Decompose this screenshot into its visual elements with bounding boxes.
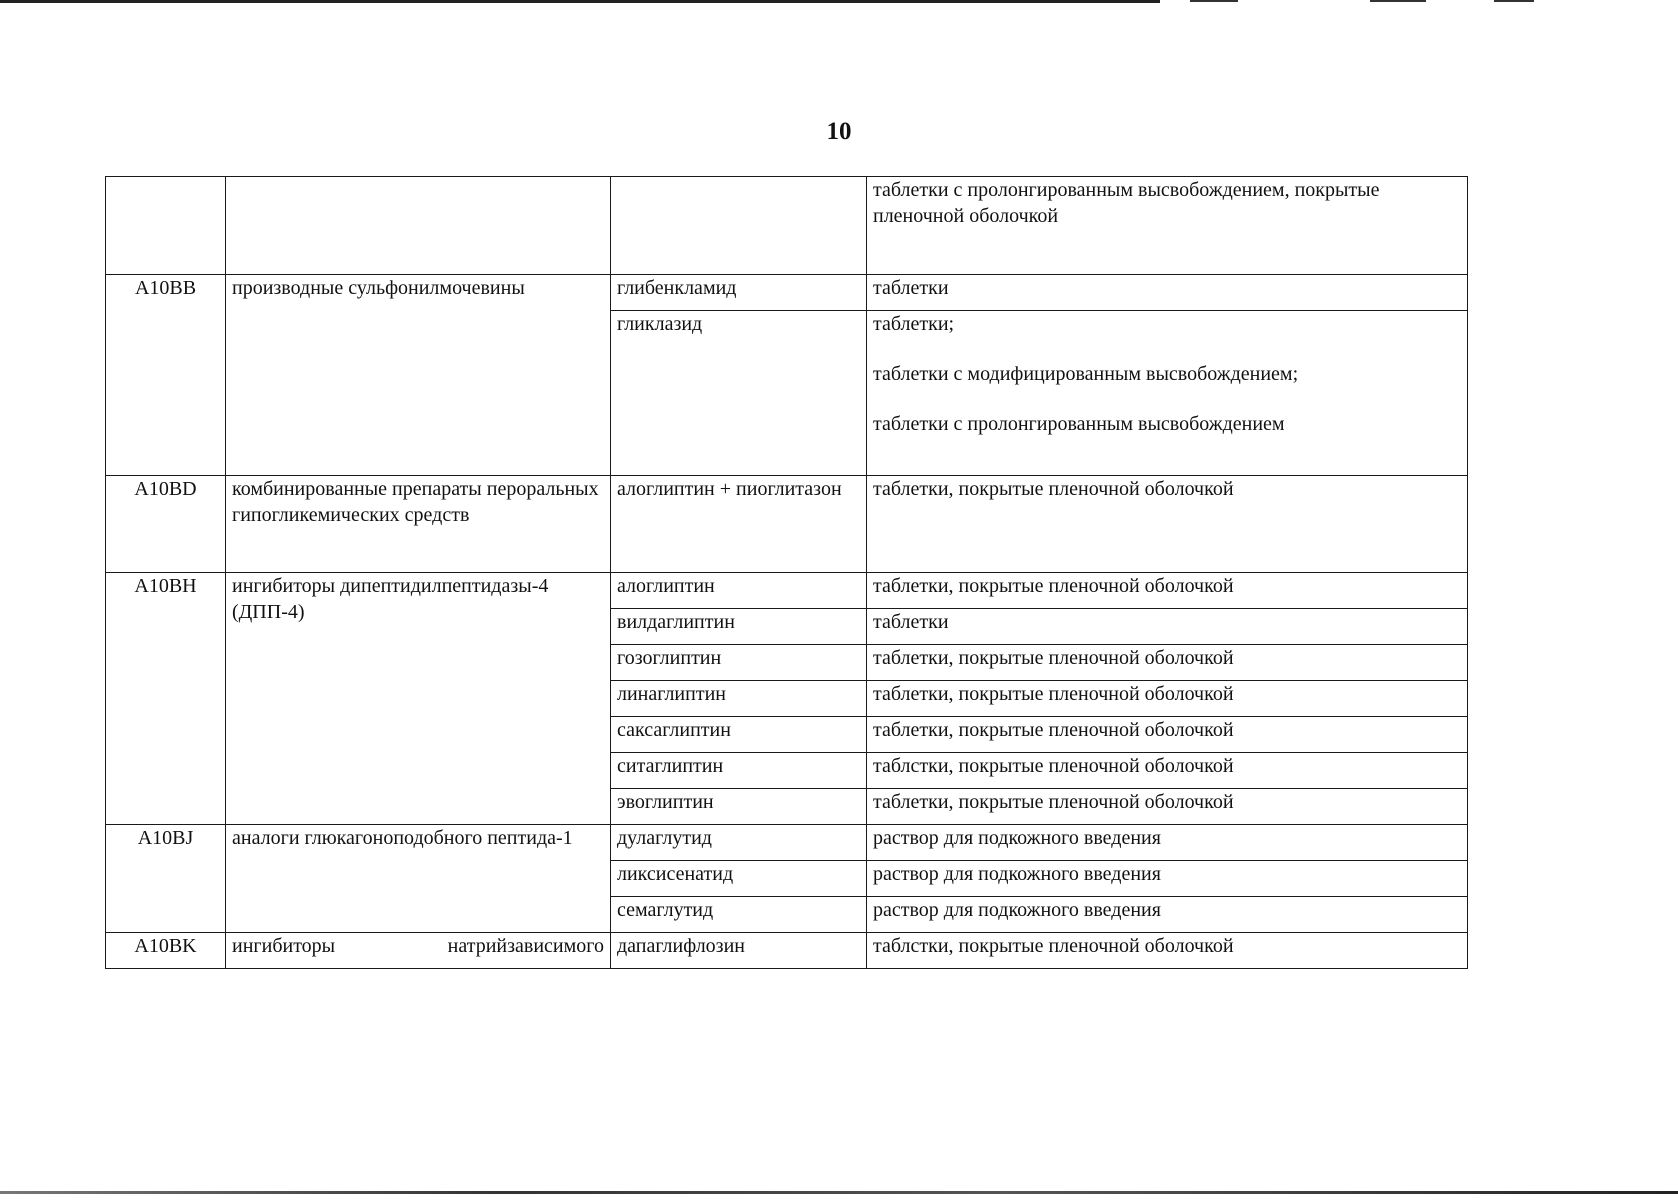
drug-name-cell: алоглиптин [611,573,867,609]
atc-code-cell: A10BJ [106,825,226,933]
scan-edge-top [0,0,1160,3]
dosage-form-cell: раствор для подкожного введения [867,825,1468,861]
drug-name-cell: алоглиптин + пиоглитазон [611,476,867,573]
dosage-form-cell: раствор для подкожного введения [867,897,1468,933]
dosage-form-cell: таблетки, покрытые пленочной оболочкой [867,645,1468,681]
pharmacological-group-cell: комбинированные препараты пероральных гипогликемических средств [226,476,611,573]
dosage-form-text: таблетки; [873,313,955,335]
drug-name-cell: саксаглиптин [611,717,867,753]
table-row [106,933,1468,969]
table-row [106,177,1468,275]
dosage-form-cell: таблетки [867,609,1468,645]
scan-edge-mark [1494,0,1534,2]
group-cell [226,177,611,275]
drug-name-cell [611,177,867,275]
drug-name-cell: гозоглиптин [611,645,867,681]
atc-code-cell: A10BH [106,573,226,825]
drug-table [105,176,1468,969]
pharmacological-group-cell: аналоги глюкагоноподобного пептида-1 [226,825,611,933]
drug-name-cell: семаглутид [611,897,867,933]
table-row [106,573,1468,609]
drug-name-cell: дулаглутид [611,825,867,861]
atc-code-cell: A10BK [106,933,226,969]
dosage-form-cell: таблстки, покрытые пленочной оболочкой [867,933,1468,969]
code-cell [106,177,226,275]
page-number: 10 [826,118,852,145]
drug-name-cell: глибенкламид [611,275,867,311]
atc-code-cell: A10BD [106,476,226,573]
drug-name-cell: ликсисенатид [611,861,867,897]
dosage-form-cell: таблетки, покрытые пленочной оболочкой [867,717,1468,753]
dosage-form-text: таблетки с пролонгированным высвобождением [873,413,1285,435]
table-row [106,275,1468,311]
pharmacological-group-cell: ингибиторы натрийзависимого [226,933,611,969]
dosage-form-cell: таблстки, покрытые пленочной оболочкой [867,753,1468,789]
drug-name-cell: дапаглифлозин [611,933,867,969]
dosage-form-cell: таблетки [867,275,1468,311]
drug-name-cell: вилдаглиптин [611,609,867,645]
dosage-form-cell: раствор для подкожного введения [867,861,1468,897]
drug-name-cell: линаглиптин [611,681,867,717]
drug-name-cell: эвоглиптин [611,789,867,825]
dosage-form-text: таблетки с модифицированным высвобождением; [873,363,1299,385]
scan-edge-mark [1370,0,1426,2]
dosage-form-cell: таблетки, покрытые пленочной оболочкой [867,789,1468,825]
dosage-form-cell [867,311,1468,476]
table-row [106,476,1468,573]
scan-edge-mark [1190,0,1238,2]
dosage-form-text: таблетки с пролонгированным высвобождением, покрытые пленочной оболочкой [873,179,1380,227]
atc-code-cell: A10BB [106,275,226,476]
pharmacological-group-cell: ингибиторы дипептидилпептидазы-4 (ДПП-4) [226,573,611,825]
drug-name-cell: ситаглиптин [611,753,867,789]
drug-name-cell: гликлазид [611,311,867,476]
dosage-form-cell: таблетки, покрытые пленочной оболочкой [867,476,1468,573]
scan-edge-bottom [0,1191,1678,1194]
pharmacological-group-cell: производные сульфонилмочевины [226,275,611,476]
dosage-form-cell: таблетки, покрытые пленочной оболочкой [867,681,1468,717]
dosage-form-cell: таблетки, покрытые пленочной оболочкой [867,573,1468,609]
dosage-form-cell [867,177,1468,275]
table-row [106,825,1468,861]
